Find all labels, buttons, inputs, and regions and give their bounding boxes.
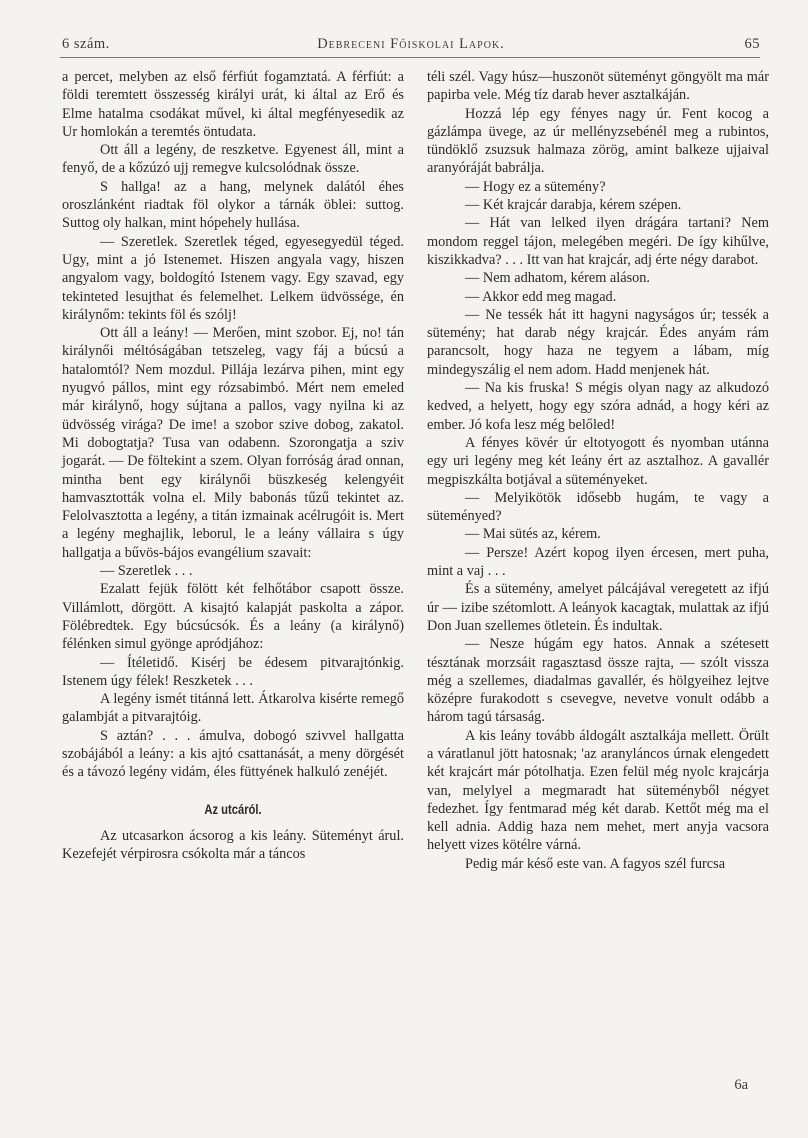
paragraph: Ezalatt fejük fölött két felhőtábor csapott össze. Villámlott, dörgött. A kisajtó kalapját paskolta a zápor. Fölébredtek. Egy búcsúcsók. És a leány (a királynő) félénken simul gyönge apródjához: [62,581,404,653]
paragraph: Pedig már késő este van. A fagyos szél furcsa [465,855,726,872]
issue-number: 6 szám. [62,36,110,52]
page-number: 65 [744,36,760,52]
paragraph: — Hogy ez a sütemény? [465,178,606,195]
paragraph: Hozzá lép egy fényes nagy úr. Fent kocog a gázlámpa üvege, az úr mellényzsebénél meg a rubintos, tündöklő zsuzsuk halmaza zörög, amint balkeze ujjaival aranyóráját babrálja. [427,105,769,177]
paragraph: Ott áll a legény, de reszketve. Egyenest áll, mint a fenyő, de a kőzúzó ujj remegve kulcsolódnak össze. [62,142,404,177]
header-divider [60,57,760,58]
right-column [427,68,769,873]
paragraph: Az utcasarkon ácsorog a kis leány. Süteményt árul. Kezefejét vérpirosra csókolta már a táncos [62,827,404,863]
printer-signature-mark: 6a [734,1077,748,1093]
paragraph: A fényes kövér úr eltotyogott és nyomban utánna egy uri legény meg két leány ért az asztalhoz. A gavallér megpiszkálta botjával a süteményeket. [427,434,769,488]
paragraph: — Ítéletidő. Kisérj be édesem pitvarajtónkig. Istenem úgy félek! Reszketek . . . [62,654,404,689]
paragraph: — Nem adhatom, kérem aláson. [465,270,651,287]
journal-title: Debreceni Főiskolai Lapok. [317,36,505,52]
paragraph: a percet, melyben az első férfiút fogamztatá. A férfiút: a földi teremtett összesség királyi urát, ki által az Erő és Elme hatalma csodákat művel, ki által megfényesedik az Ur homlokán a teremtés öntudata. [62,69,404,140]
paragraph: — Persze! Azért kopog ilyen ércesen, mert puha, mint a vaj . . . [427,544,769,580]
paragraph: — Szeretlek . . . [100,563,193,580]
paragraph: — Na kis fruska! S mégis olyan nagy az alkudozó kedved, a helyett, hogy egy szóra adnád, a hogy kéri az ember. Jó kofa lesz még belőled! [427,380,769,433]
left-column [62,68,404,863]
page-header [62,36,760,58]
paragraph: S hallga! az a hang, melynek dalától éhes oroszlánként riadtak föl olykor a tárnák öblei: suttog. Suttog oly halkan, mint hópehely hullása. [62,178,404,232]
paragraph: — Két krajcár darabja, kérem szépen. [465,197,682,214]
paragraph: — Nesze húgám egy hatos. Annak a szétesett tésztának morzsáit ragasztasd össze rajta, — szólt vissza még a szellemes, diadalmas gavallér, és hölgyeihez lejtve középre furakodott s csevegve, nevetve vonult odább a három tagú társaság. [427,636,769,726]
section-title: Az utcáról. [204,800,262,817]
paragraph: A legény ismét titánná lett. Átkarolva kisérte remegő galambját a pitvarajtóig. [62,691,404,726]
paragraph: — Mai sütés az, kérem. [465,526,601,543]
paragraph: S aztán? . . . ámulva, dobogó szivvel hallgatta szobájából a leány: a kis ajtó csattanását, a meny dörgését és a távozó legény vidám, éles füttyének halkuló zenéjét. [62,727,404,781]
paragraph: — Hát van lelked ilyen drágára tartani? Nem mondom reggel tájon, melegében megéri. De így kihűlve, kiszikkadva? . . . Itt van hat krajcár, adj érte négy darabot. [427,215,769,268]
paragraph: téli szél. Vagy húsz—huszonöt süteményt göngyölt ma már papirba vele. Még tíz darab hever asztalkáján. [427,69,769,104]
paragraph: Ott áll a leány! — Merően, mint szobor. Ej, no! tán királynői méltóságában tetszeleg, vagy fáj a búcsú a hatalomtól? Nem mozdul. Pillája lezárva pihen, mint egy nyugvó pállos, mint egy rózsabimbó. Mért nem emeled már királynő, hogy sújtana a pallos, vagy nyilna ki az üdvösség virága? De ime! a szobor szive dobog, zakatol. Mi dobogtatja? Tusa van odabenn. Szorongatja a sziv jogarát. — De föltekint a szem. Olyan forróság árad onnan, mintha bent egy királynői büszkeség kelengyéit hamvasztották volna el. Mily babonás tűzű tekintet az. Felolvasztotta a legény, a titán izmainak acélrugóit is. Mert a legény meghajlik, leborul, le a leány vállaira s úgy hallgatja a bűvös-bájos evangélium szavait: [62,325,404,561]
paragraph: — Akkor edd meg magad. [465,288,617,305]
paragraph: — Szeretlek. Szeretlek téged, egyesegyedül téged. Ugy, mint a jó Istenemet. Hiszen angyala vagy, hiszen angyalom vagy, boldogító Istenem vagy. Egy szavad, egy tekinteted lesujthat és felemelhet. Lelkem üdvössége, én királynőm: tekints föl és szólj! [62,233,404,323]
paragraph: A kis leány tovább áldogált asztalkája mellett. Örült a váratlanul jött hatosnak; 'az aranyláncos úrnak elengedett két krajcárt már pótolhatja. Ezen felül még nyolc krajcárja van, melylyel a megmaradt hat süteményből négyet fedezhet. Így fentmarad még két darab. Kettőt még ma el kell adnia. Addig haza nem mehet, mert anyja vacsora helyett vizes kötélre várná. [427,727,769,854]
paragraph: — Melyikötök idősebb hugám, te vagy a süteményed? [427,489,769,525]
paragraph: — Ne tessék hát itt hagyni nagyságos úr; tessék a sütemény; hat darab négy krajcár. Édes anyám rám parancsolt, hogy haza ne tegyem a lábam, míg mindegyszálig el nem adom. Hadd menjenek hát. [427,306,769,378]
paragraph: És a sütemény, amelyet pálcájával veregetett az ifjú úr — izibe szétomlott. A leányok kacagtak, mulattak az ifjú Don Juan szellemes ötletein. És indultak. [427,581,769,634]
